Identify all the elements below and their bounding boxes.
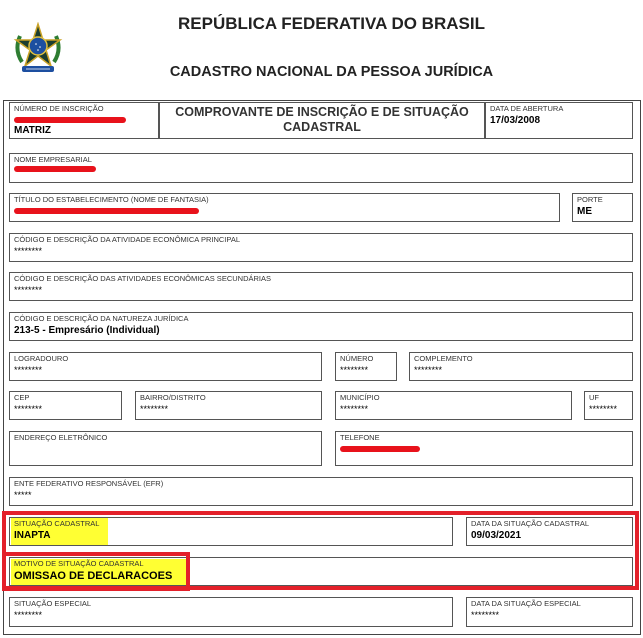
redaction-mark <box>14 208 199 214</box>
data-abertura-field <box>485 102 633 139</box>
efr-value: ***** <box>14 490 32 500</box>
data-abertura-label: DATA DE ABERTURA <box>490 104 564 113</box>
logradouro-value: ******** <box>14 365 43 375</box>
uf-label: UF <box>589 393 599 402</box>
atividades-secundarias-label: CÓDIGO E DESCRIÇÃO DAS ATIVIDADES ECONÔMICAS SECUNDÁRIAS <box>14 274 271 283</box>
porte-value: ME <box>577 206 592 217</box>
logradouro-field <box>9 352 322 381</box>
data-abertura-value: 17/03/2008 <box>490 115 541 126</box>
situacao-cadastral-label-text: SITUAÇÃO CADASTRAL <box>14 519 100 528</box>
redaction-mark <box>340 446 420 452</box>
municipio-value: ******** <box>340 404 369 414</box>
endereco-eletronico-field <box>9 431 322 466</box>
atividade-principal-label: CÓDIGO E DESCRIÇÃO DA ATIVIDADE ECONÔMICA PRINCIPAL <box>14 235 241 244</box>
comprovante-title <box>159 102 485 139</box>
numero-value: ******** <box>340 365 369 375</box>
cep-value: ******** <box>14 404 43 414</box>
page-title: REPÚBLICA FEDERATIVA DO BRASIL <box>178 14 485 33</box>
atividade-principal-field <box>9 233 633 262</box>
complemento-label: COMPLEMENTO <box>414 354 473 363</box>
nome-empresarial-field <box>9 153 633 183</box>
numero-label: NÚMERO <box>340 354 374 363</box>
page-subtitle: CADASTRO NACIONAL DA PESSOA JURÍDICA <box>169 64 494 80</box>
numero-field <box>335 352 397 381</box>
endereco-eletronico-label: ENDEREÇO ELETRÔNICO <box>14 433 108 442</box>
uf-field <box>584 391 633 420</box>
red-annotation-box-motivo <box>2 552 190 591</box>
nome-empresarial-label: NOME EMPRESARIAL <box>14 155 92 164</box>
data-situacao-especial-value: ******** <box>471 610 500 620</box>
situacao-especial-label: SITUAÇÃO ESPECIAL <box>14 599 92 608</box>
motivo-situacao-label: MOTIVO DE SITUAÇÃO CADASTRAL <box>14 559 144 568</box>
uf-value: ******** <box>589 404 618 414</box>
atividades-secundarias-value: ******** <box>14 285 43 295</box>
titulo-label: TÍTULO DO ESTABELECIMENTO (NOME DE FANTASIA) <box>14 195 209 204</box>
motivo-situacao-value: OMISSAO DE DECLARACOES <box>14 570 173 582</box>
data-situacao-especial-field <box>466 597 633 627</box>
natureza-juridica-field <box>9 312 633 341</box>
cep-label: CEP <box>14 393 30 402</box>
efr-field <box>9 477 633 506</box>
municipio-field <box>335 391 572 420</box>
bairro-value: ******** <box>140 404 169 414</box>
cep-field <box>9 391 122 420</box>
inscricao-label: NÚMERO DE INSCRIÇÃO <box>14 104 104 113</box>
situacao-cadastral-value: INAPTA <box>14 530 51 541</box>
complemento-field <box>409 352 633 381</box>
telefone-field <box>335 431 633 466</box>
bairro-field <box>135 391 322 420</box>
atividades-secundarias-field <box>9 272 633 301</box>
bairro-label: BAIRRO/DISTRITO <box>140 393 206 402</box>
inscricao-value: MATRIZ <box>14 125 52 136</box>
comprovante-line1: COMPROVANTE DE INSCRIÇÃO E DE SITUAÇÃO <box>175 105 469 119</box>
data-situacao-value: 09/03/2021 <box>471 530 522 541</box>
telefone-label: TELEFONE <box>340 433 380 442</box>
titulo-field <box>9 193 560 222</box>
natureza-juridica-label: CÓDIGO E DESCRIÇÃO DA NATUREZA JURÍDICA <box>14 314 189 323</box>
complemento-value: ******** <box>414 365 443 375</box>
logradouro-label: LOGRADOURO <box>14 354 69 363</box>
inscricao-field <box>9 102 159 139</box>
redaction-mark <box>14 166 96 172</box>
situacao-especial-field <box>9 597 453 627</box>
situacao-especial-value: ******** <box>14 610 43 620</box>
porte-field <box>572 193 633 222</box>
data-situacao-especial-label: DATA DA SITUAÇÃO ESPECIAL <box>471 599 581 608</box>
porte-label: PORTE <box>577 195 603 204</box>
municipio-label: MUNICÍPIO <box>340 393 380 402</box>
natureza-juridica-value: 213-5 - Empresário (Individual) <box>14 325 160 336</box>
efr-label: ENTE FEDERATIVO RESPONSÁVEL (EFR) <box>14 479 164 488</box>
redaction-mark <box>14 117 126 123</box>
data-situacao-label: DATA DA SITUAÇÃO CADASTRAL <box>471 519 590 528</box>
atividade-principal-value: ******** <box>14 246 43 256</box>
comprovante-line2: CADASTRAL <box>283 120 361 134</box>
